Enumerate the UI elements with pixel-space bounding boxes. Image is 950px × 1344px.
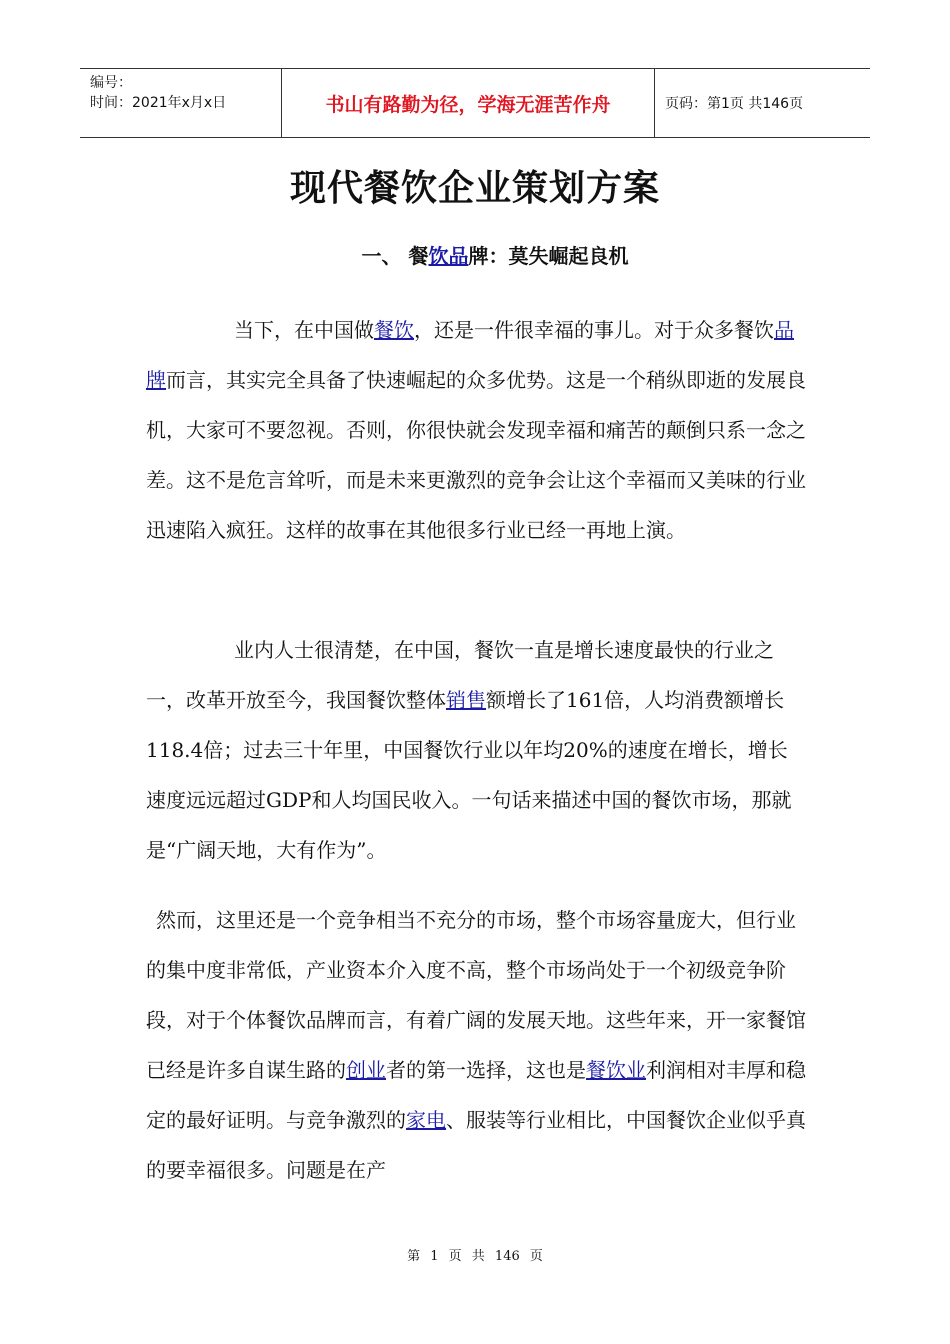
header-page-info-text: 页码：第1页 共146页 (665, 96, 804, 112)
p3-text-1: 然而，这里还是一个竞争相当不充分的市场，整个市场容量庞大，但行业的集中度非常低，产业资本介入度不高，整个市场尚处于一个初级竞争阶段，对于个体餐饮品牌而言，有着广阔的发展天地。这些年来，开一家餐馆已经是许多自谋生路的 (146, 908, 806, 1082)
p3-link-canyinye[interactable]: 餐饮业 (586, 1058, 646, 1082)
page-title: 现代餐饮企业策划方案 (289, 167, 660, 209)
section-heading-suffix: 牌：莫失崛起良机 (468, 244, 629, 268)
footer-page-number: 第 1 页 共 146 页 (407, 1249, 543, 1264)
p1-link-pinpai[interactable]: 品牌 (146, 318, 794, 392)
p1-link-canyin[interactable]: 餐饮 (374, 318, 414, 342)
p3-text-4: 、服装等行业相比，中国餐饮企业似乎真的要幸福很多。问题是在产 (146, 1108, 806, 1182)
p1-text-1: 当下，在中国做 (234, 318, 374, 342)
p2-text-2: 额增长了161倍，人均消费额增长118.4倍；过去三十年里，中国餐饮行业以年均20%的速度在增长，增长速度远远超过GDP和人均国民收入。一句话来描述中国的餐饮市场，那就是“广阔天地，大有作为”。 (146, 688, 792, 862)
header-meta-cell (80, 69, 281, 137)
paragraph-1 (146, 305, 806, 555)
section-heading (0, 240, 950, 269)
header-page-info (655, 69, 870, 137)
paragraph-2 (146, 625, 806, 875)
section-heading-link[interactable]: 饮品 (428, 244, 469, 268)
header-motto: 书山有路勤为径，学海无涯苦作舟 (281, 69, 655, 137)
document-time-label: 时间：2021年x月x日 (90, 95, 227, 111)
header-table (80, 68, 870, 138)
p3-link-chuangye[interactable]: 创业 (346, 1058, 386, 1082)
p2-text-1: 业内人士很清楚，在中国，餐饮一直是增长速度最快的行业之一，改革开放至今，我国餐饮整体 (146, 638, 774, 712)
p3-text-2: 者的第一选择，这也是 (386, 1058, 586, 1082)
p1-text-2: ，还是一件很幸福的事儿。对于众多餐饮 (414, 318, 774, 342)
page-footer (0, 1245, 950, 1264)
p3-link-jiadian[interactable]: 家电 (406, 1108, 446, 1132)
p1-text-3: 而言，其实完全具备了快速崛起的众多优势。这是一个稍纵即逝的发展良机，大家可不要忽视。否则，你很快就会发现幸福和痛苦的颠倒只系一念之差。这不是危言耸听，而是未来更激烈的竞争会让这个幸福而又美味的行业迅速陷入疯狂。这样的故事在其他很多行业已经一再地上演。 (146, 368, 806, 542)
p2-link-xiaoshou[interactable]: 销售 (446, 688, 486, 712)
paragraph-3 (146, 895, 806, 1195)
section-heading-prefix: 一、 餐 (361, 244, 429, 268)
p3-text-3: 利润相对丰厚和稳定的最好证明。与竞争激烈的 (146, 1058, 806, 1132)
document-number-label: 编号： (90, 75, 132, 91)
